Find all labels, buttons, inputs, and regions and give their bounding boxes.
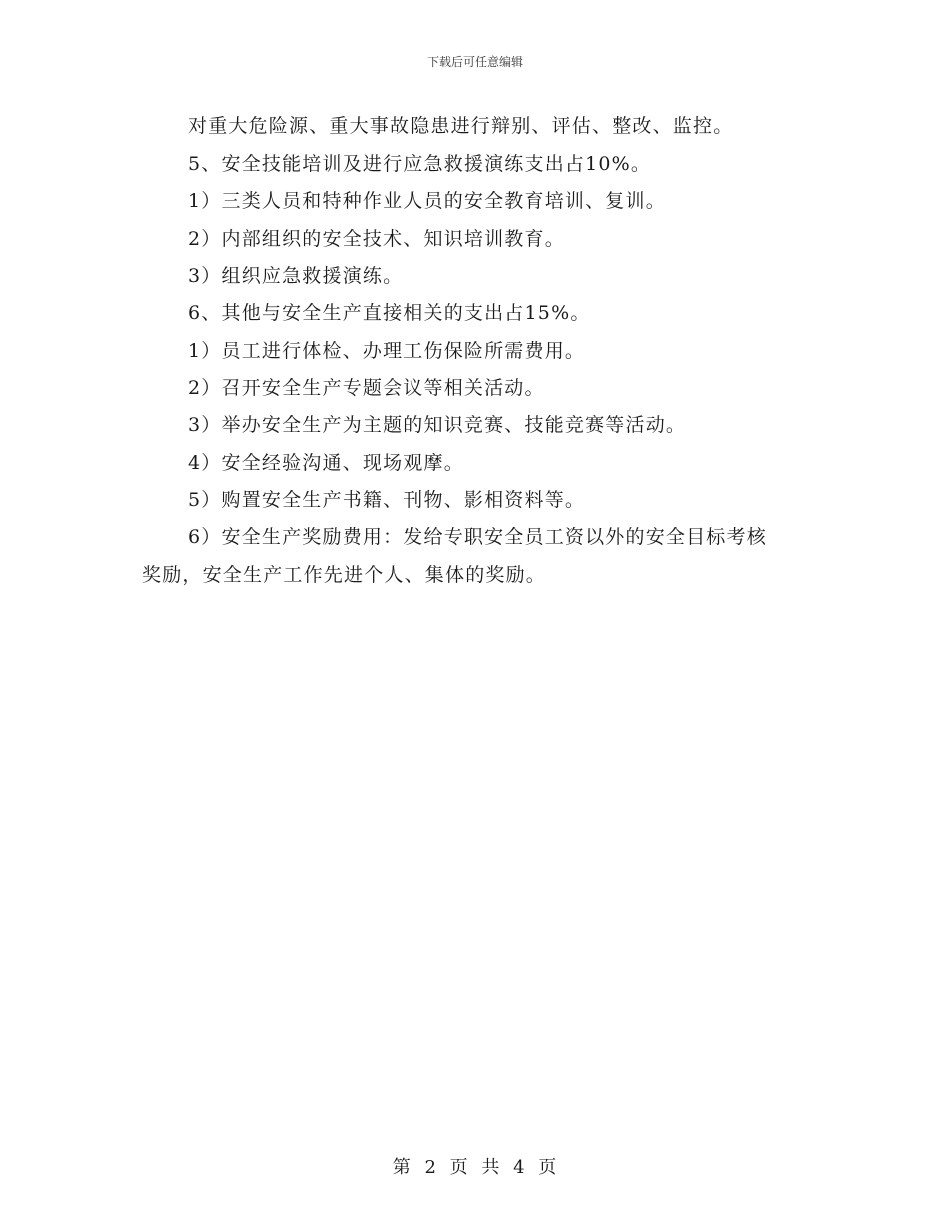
page-label-prefix: 第	[392, 1157, 412, 1178]
list-item: 2）召开安全生产专题会议等相关活动。	[188, 377, 545, 399]
total-pages-number: 4	[513, 1157, 526, 1178]
page-footer	[0, 1153, 950, 1179]
page-label-mid: 页	[449, 1157, 469, 1178]
list-item: 1）三类人员和特种作业人员的安全教育培训、复训。	[188, 190, 666, 212]
total-label: 共	[481, 1157, 501, 1178]
list-item: 6）安全生产奖励费用：发给专职安全员工资以外的安全目标考核	[188, 526, 767, 548]
list-item: 2）内部组织的安全技术、知识培训教育。	[188, 228, 565, 250]
paragraph-line: 对重大危险源、重大事故隐患进行辩别、评估、整改、监控。	[188, 115, 734, 137]
page-label-suffix: 页	[538, 1157, 558, 1178]
list-item-continuation: 奖励，安全生产工作先进个人、集体的奖励。	[142, 564, 547, 586]
list-item: 1）员工进行体检、办理工伤保险所需费用。	[188, 340, 586, 362]
current-page-number: 2	[424, 1157, 437, 1178]
page-header-note: 下载后可任意编辑	[426, 55, 523, 69]
list-item: 3）举办安全生产为主题的知识竞赛、技能竞赛等活动。	[188, 414, 687, 436]
list-item: 4）安全经验沟通、现场观摩。	[188, 452, 464, 474]
section-heading: 5、安全技能培训及进行应急救援演练支出占10%。	[188, 153, 652, 175]
list-item: 5）购置安全生产书籍、刊物、影相资料等。	[188, 489, 586, 511]
list-item: 3）组织应急救援演练。	[188, 265, 404, 287]
section-heading: 6、其他与安全生产直接相关的支出占15%。	[188, 302, 591, 324]
